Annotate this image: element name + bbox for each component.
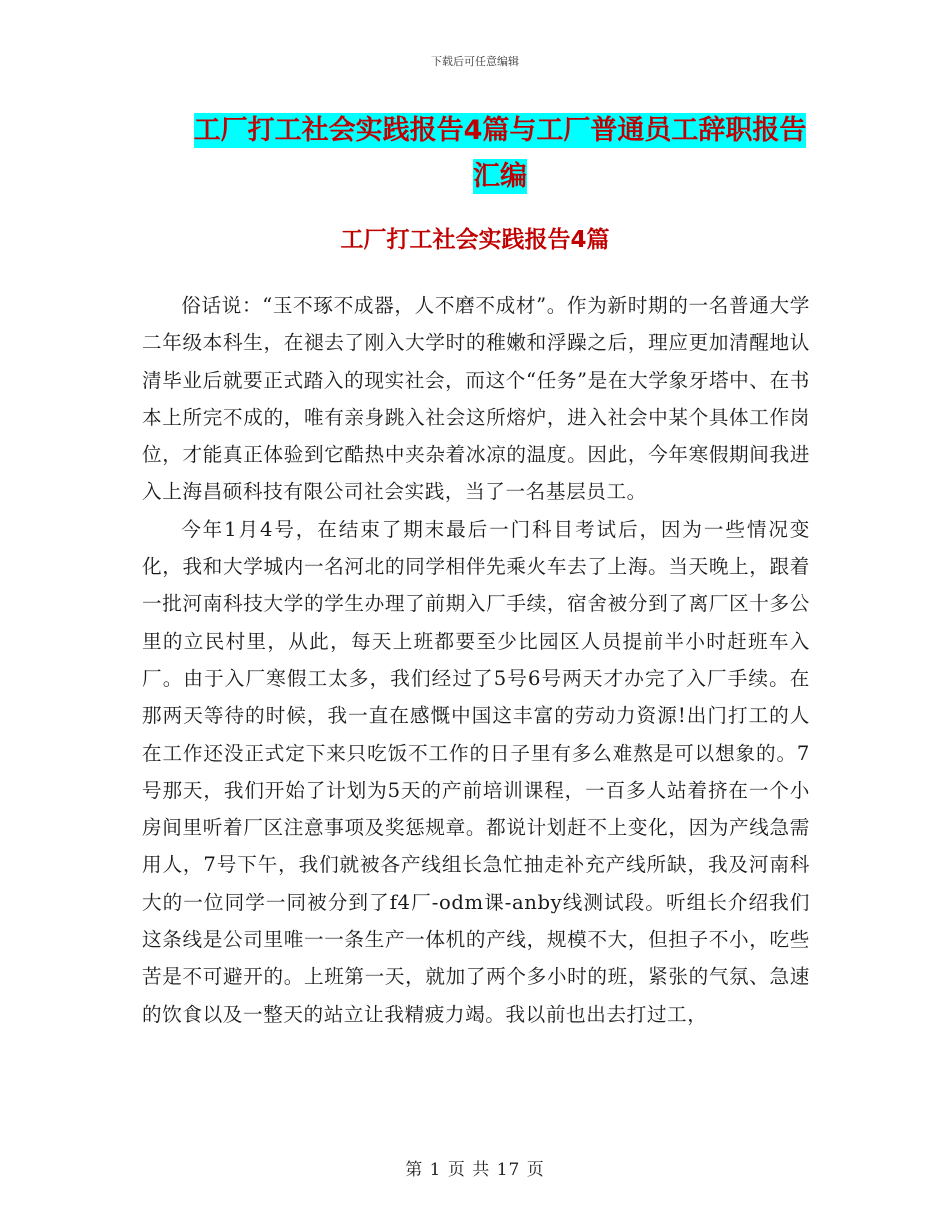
page-header: 下载后可任意编辑 [431,55,519,68]
document-title-line-1: 工厂打工社会实践报告4篇与工厂普通员工辞职报告 [193,115,807,146]
document-title-line-2: 汇编 [473,161,527,192]
section-title: 工厂打工社会实践报告4篇 [340,227,610,253]
paragraph: 今年1月4号，在结束了期末最后一门科目考试后，因为一些情况变化，我和大学城内一名河北的同学相伴先乘火车去了上海。当天晚上，跟着一批河南科技大学的学生办理了前期入厂手续，宿舍被分到了离厂区十多公里的立民村里，从此，每天上班都要至少比园区人员提前半小时赶班车入厂。由于入厂寒假工太多，我们经过了5号6号两天才办完了入厂手续。在那两天等待的时候，我一直在感慨中国这丰富的劳动力资源!出门打工的人在工作还没正式定下来只吃饭不工作的日子里有多么难熬是可以想象的。7号那天，我们开始了计划为5天的产前培训课程，一百多人站着挤在一个小房间里听着厂区注意事项及奖惩规章。都说计划赶不上变化，因为产线急需用人，7号下午，我们就被各产线组长急忙抽走补充产线所缺，我及河南科大的一位同学一同被分到了f4厂-odm课-anby线测试段。听组长介绍我们这条线是公司里唯一一条生产一体机的产线，规模不大，但担子不小，吃些苦是不可避开的。上班第一天，就加了两个多小时的班，紧张的气氛、急速的饮食以及一整天的站立让我精疲力竭。我以前也出去打过工， [142,517,810,1026]
paragraph: 俗话说：“玉不琢不成器，人不磨不成材”。作为新时期的一名普通大学二年级本科生，在褪去了刚入大学时的稚嫩和浮躁之后，理应更加清醒地认清毕业后就要正式踏入的现实社会，而这个“任务”是在大学象牙塔中、在书本上所完不成的，唯有亲身跳入社会这所熔炉，进入社会中某个具体工作岗位，才能真正体验到它酷热中夹杂着冰凉的温度。因此，今年寒假期间我进入上海昌硕科技有限公司社会实践，当了一名基层员工。 [142,294,810,504]
document-title [140,108,860,200]
page-footer: 第 1 页 共 17 页 [405,1160,545,1180]
body-text [142,287,810,1033]
